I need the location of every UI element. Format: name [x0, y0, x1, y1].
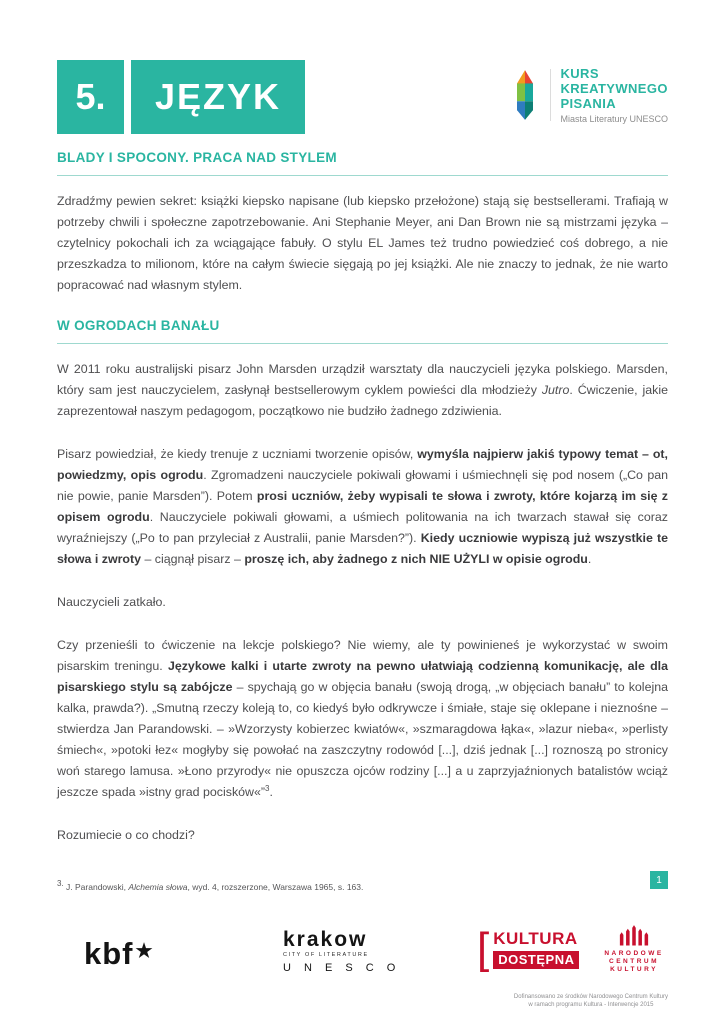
chapter-header — [57, 60, 305, 134]
text-run-bold: prosi uczniów, żeby wypisali te słowa i zwroty, które kojarzą im się z opisem ogrodu — [57, 489, 668, 524]
kbf-logo — [84, 936, 154, 972]
paragraph-5 — [57, 635, 668, 803]
footnote-marker: 3. — [57, 879, 64, 889]
text-run: Pisarz powiedział, że kiedy trenuje z uczniami tworzenie opisów, — [57, 447, 418, 461]
nck-logo-line3: KULTURY — [610, 966, 658, 973]
text-run: . Ćwiczenie, jakie zaprezentował naszym pedagogom, początkowo nie budziło żadnego zdziwienia. — [57, 383, 668, 418]
footnote-text: J. Parandowski, — [63, 882, 129, 892]
funding-note — [514, 993, 668, 1009]
paragraph-4: Nauczycieli zatkało. — [57, 595, 166, 609]
section-heading-2: W OGRODACH BANAŁU — [57, 318, 668, 344]
text-run: W 2011 roku australijski pisarz John Marsden urządził warsztaty dla nauczycieli języka polskiego. Marsden, który sam jest nauczycielem, zasłynął bestsellerowym cyklem powieści dla młodzieży — [57, 362, 668, 397]
text-run-italic: Jutro — [541, 383, 570, 397]
logo-text — [560, 66, 668, 124]
text-run: . — [269, 785, 273, 799]
kultura-logo-line2: DOSTĘPNA — [493, 951, 579, 969]
kultura-logo-text — [493, 929, 579, 969]
text-run-bold: wymyśla najpierw jakiś typowy temat – ot, powiedzmy, opis ogrodu — [57, 447, 668, 482]
footnote-work-title: Alchemia słowa — [128, 882, 188, 892]
page-content — [57, 150, 668, 868]
nck-logo-line1: NARODOWE — [604, 950, 664, 957]
narodowe-centrum-kultury-logo — [600, 922, 668, 974]
kbf-logo-text: kbf — [84, 936, 134, 971]
krakow-logo-unesco: U N E S C O — [283, 962, 401, 974]
paragraph-2 — [57, 359, 668, 422]
funding-note-line2: w ramach programu Kultura - Interwencje 2015 — [528, 1002, 654, 1008]
footnote-reference: 3 — [265, 783, 270, 793]
text-run: . Nauczyciele pokiwali głowami, a uśmiech politowania na ich twarzach stawał się coraz wyraźniejszy („Po to pan przyleciał z Australii, panie Marsden?”). — [57, 510, 668, 545]
krakow-logo-name: krakow — [283, 928, 368, 951]
text-run: – ciągnął pisarz – — [141, 552, 245, 566]
funding-note-line1: Dofinansowano ze środków Narodowego Centrum Kultury — [513, 994, 668, 1000]
course-logo — [509, 66, 668, 124]
chapter-title: JĘZYK — [131, 60, 305, 134]
krakow-logo-subtitle: CITY OF LITERATURE — [283, 952, 369, 958]
logo-title-line: KREATYWNEGO — [560, 81, 668, 96]
chapter-number: 5. — [57, 60, 124, 134]
paragraph-3 — [57, 444, 668, 570]
pencil-icon — [509, 66, 541, 124]
logo-title-line: PISANIA — [560, 96, 616, 111]
logo-divider — [550, 69, 551, 121]
text-run: . Zgromadzeni nauczyciele pokiwali głowami i uśmiechnęli się pod nosem („Co pan nie powie, panie Marsden”). Potem — [57, 468, 668, 503]
nck-building-icon — [619, 922, 649, 946]
footnote — [57, 879, 577, 892]
text-run-bold: proszę ich, aby żadnego z nich NIE UŻYLI w opisie ogrodu — [244, 552, 588, 566]
text-run-bold: Kiedy uczniowie wypiszą już wszystkie te słowa i zwroty — [57, 531, 669, 566]
footnote-text: , wyd. 4, rozszerzone, Warszawa 1965, s. 163. — [187, 882, 364, 892]
logo-subtitle: Miasta Literatury UNESCO — [560, 114, 668, 124]
nck-logo-line2: CENTRUM — [609, 958, 659, 965]
text-run: . — [587, 552, 592, 566]
section-heading-1: BLADY I SPOCONY. PRACA NAD STYLEM — [57, 150, 668, 176]
kultura-dostepna-logo — [477, 924, 579, 973]
bracket-icon: [ — [477, 924, 490, 973]
star-icon: ★ — [135, 941, 154, 962]
paragraph-6: Rozumiecie o co chodzi? — [57, 828, 195, 842]
text-run: – spychają go w objęcia banału (swoją drogą, „w objęciach banału” to kolejna kalka, prawda?). „Smutną rzeczy koleją to, co kiedyś było odkrywcze i śmiałe, staje się oklepane i nieznośne – stwierdza Jan Parandowski. – »Wzorzysty kobierzec kwiatów«, »szmaragdowa łąka«, »lazur nieba«, »perlisty śmiech«, »potoki łez« mogłyby się powołać na zaszczytny rodowód [...], dziś jednak [...] roznoszą po stronicy woń starego lamusa. »Łono przyrody« nie opuszcza ojców rodziny [...] a u zaprzyjaźnionych batalistów wciąż jeszcze spada »istny grad pocisków«” — [57, 680, 668, 799]
logo-title-line: KURS — [560, 66, 599, 81]
kultura-logo-line1: KULTURA — [493, 929, 578, 948]
krakow-city-of-literature-logo — [283, 930, 400, 974]
text-run-bold: Językowe kalki i utarte zwroty na pewno ułatwiają codzienną komunikację, ale dla pisarskiego stylu są zabójcze — [57, 659, 668, 694]
paragraph-1: Zdradźmy pewien sekret: książki kiepsko napisane (lub kiepsko przełożone) stają się bestsellerami. Trafiają w potrzeby chwili i społeczne zapotrzebowanie. Ani Stephanie Meyer, ani Dan Brown nie są mistrzami języka – czytelnicy pokochali ich za wciągające fabuły. O stylu EL James też trudno powiedzieć coś dobrego, a nie przeszkadza to milionom, które na całym świecie sięgają po jej książki. Ale nie znaczy to jednak, że nie warto popracować nad własnym stylem. — [57, 194, 668, 292]
text-run: Czy przenieśli to ćwiczenie na lekcje polskiego? Nie wiemy, ale ty powinieneś je wykorzystać w swoim pisarskim treningu. — [57, 638, 668, 673]
page-number: 1 — [650, 871, 668, 889]
